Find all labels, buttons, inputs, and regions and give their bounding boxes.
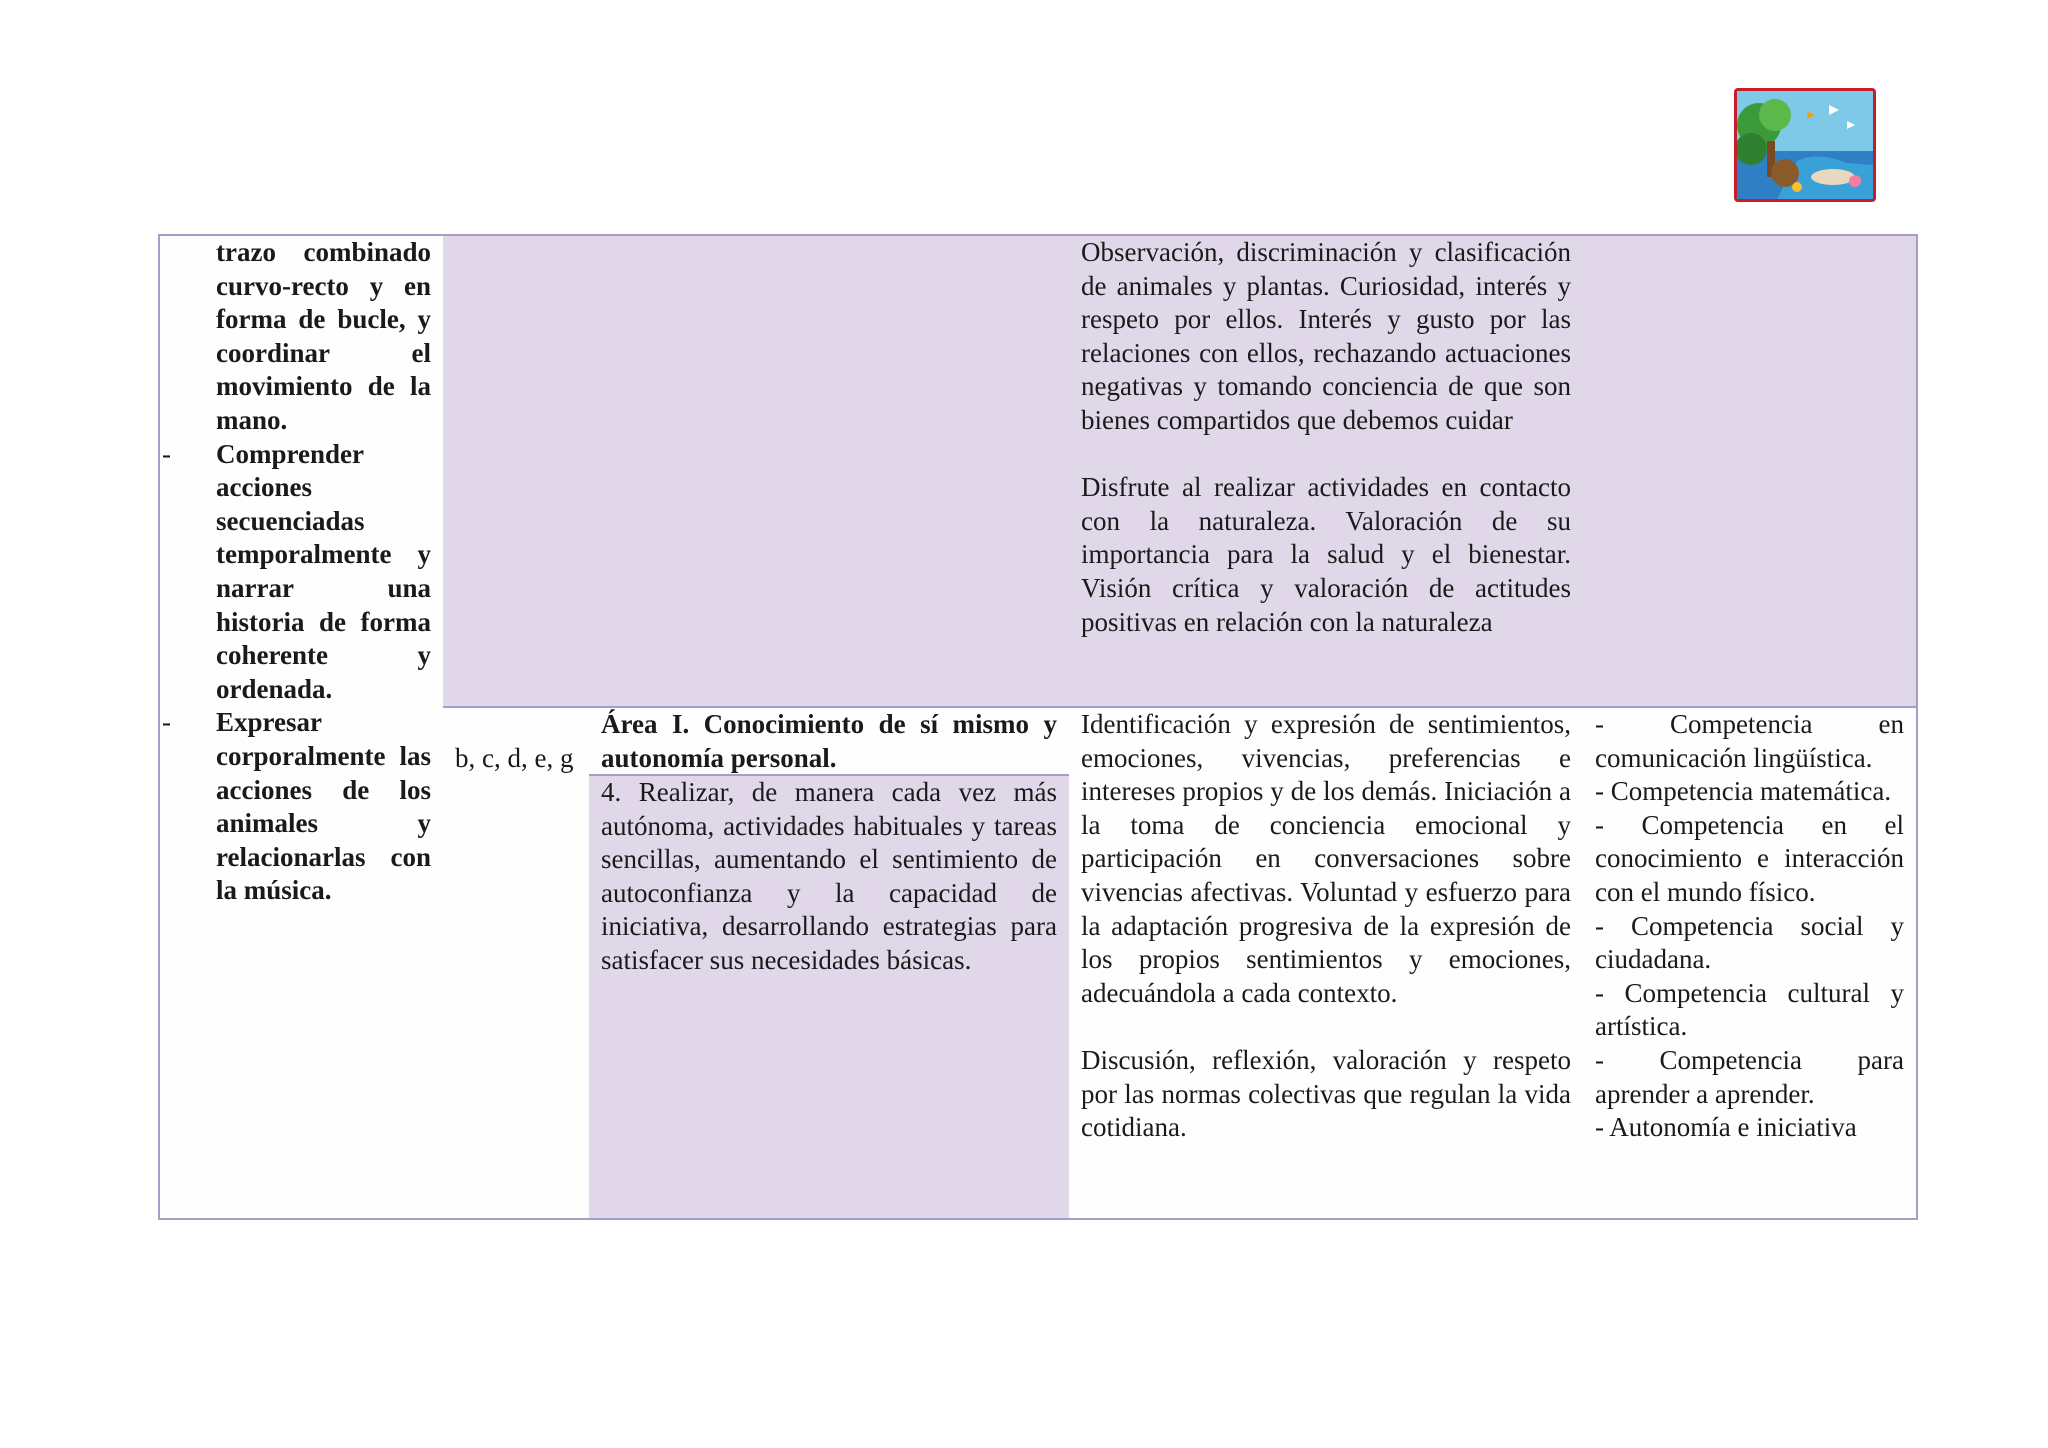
area-title: Área I. Conocimiento de sí mismo y autonomía personal. [589, 708, 1069, 776]
paragraph-gap [1081, 438, 1571, 472]
school-logo [1734, 88, 1876, 202]
objective-item [160, 706, 431, 908]
curriculum-table [158, 234, 1918, 1220]
list-marker: - [162, 438, 171, 469]
competency-item: - Competencia matemática. [1595, 776, 1892, 807]
objective-continuation: trazo combinado curvo-recto y en forma de bucle, y coordinar el movimiento de la mano. [216, 237, 431, 435]
evaluation-criterion: 4. Realizar, de manera cada vez más autónoma, actividades habituales y tareas sencillas, aumentando el sentimiento de autoconfianza y la capacidad de iniciativa, desarrollando estrategias para satisfacer sus necesidades básicas. [589, 776, 1069, 1218]
paragraph-gap [1081, 1010, 1571, 1044]
competency-item: - Competencia social y ciudadana. [1595, 910, 1904, 975]
stage-objectives-text: b, c, d, e, g [455, 743, 574, 773]
content-paragraph: Disfrute al realizar actividades en contacto con la naturaleza. Valoración de su importancia para la salud y el bienestar. Visión crítica y valoración de actitudes positivas en relación con la naturaleza [1081, 472, 1571, 637]
competencies-cell [1583, 707, 1917, 1219]
area-cell [589, 707, 1069, 1219]
content-paragraph: Observación, discriminación y clasificación de animales y plantas. Curiosidad, interés y respeto por ellos. Interés y gusto por las relaciones con ellos, rechazando actuaciones negativas y tomando conciencia de que son bienes compartidos que debemos cuidar [1081, 237, 1571, 435]
nature-illustration-logo-icon [1737, 91, 1873, 199]
objective-text: Comprender acciones secuenciadas temporalmente y narrar una historia de forma coherente y ordenada. [216, 438, 431, 704]
stage-objectives-cell [443, 707, 589, 1219]
row1-contents-cell [1069, 235, 1583, 707]
list-marker: - [162, 707, 171, 738]
content-paragraph: Identificación y expresión de sentimientos, emociones, vivencias, preferencias e intereses propios y de los demás. Iniciación a la toma de conciencia emocional y participación en conversaciones sobre vivencias afectivas. Voluntad y esfuerzo para la adaptación progresiva de la expresión de los propios sentimientos y emociones, adecuándola a cada contexto. [1081, 709, 1571, 1008]
competency-item: - Autonomía e iniciativa [1595, 1112, 1857, 1143]
objective-text: Expresar corporalmente las acciones de los animales y relacionarlas con la música. [216, 707, 431, 906]
objectives-cell [159, 235, 443, 1219]
competency-item: - Competencia para aprender a aprender. [1595, 1044, 1904, 1109]
row1-competencies-cell [1583, 235, 1917, 707]
objective-item [160, 438, 431, 707]
row2-contents-cell [1069, 707, 1583, 1219]
content-paragraph: Discusión, reflexión, valoración y respeto por las normas colectivas que regulan la vida cotidiana. [1081, 1044, 1571, 1143]
objectives-list [160, 438, 431, 908]
competency-item: - Competencia cultural y artística. [1595, 977, 1904, 1042]
row1-empty-cell [443, 235, 1069, 707]
competency-item: - Competencia en el conocimiento e interacción con el mundo físico. [1595, 809, 1904, 907]
competency-item: - Competencia en comunicación lingüística. [1595, 709, 1904, 773]
